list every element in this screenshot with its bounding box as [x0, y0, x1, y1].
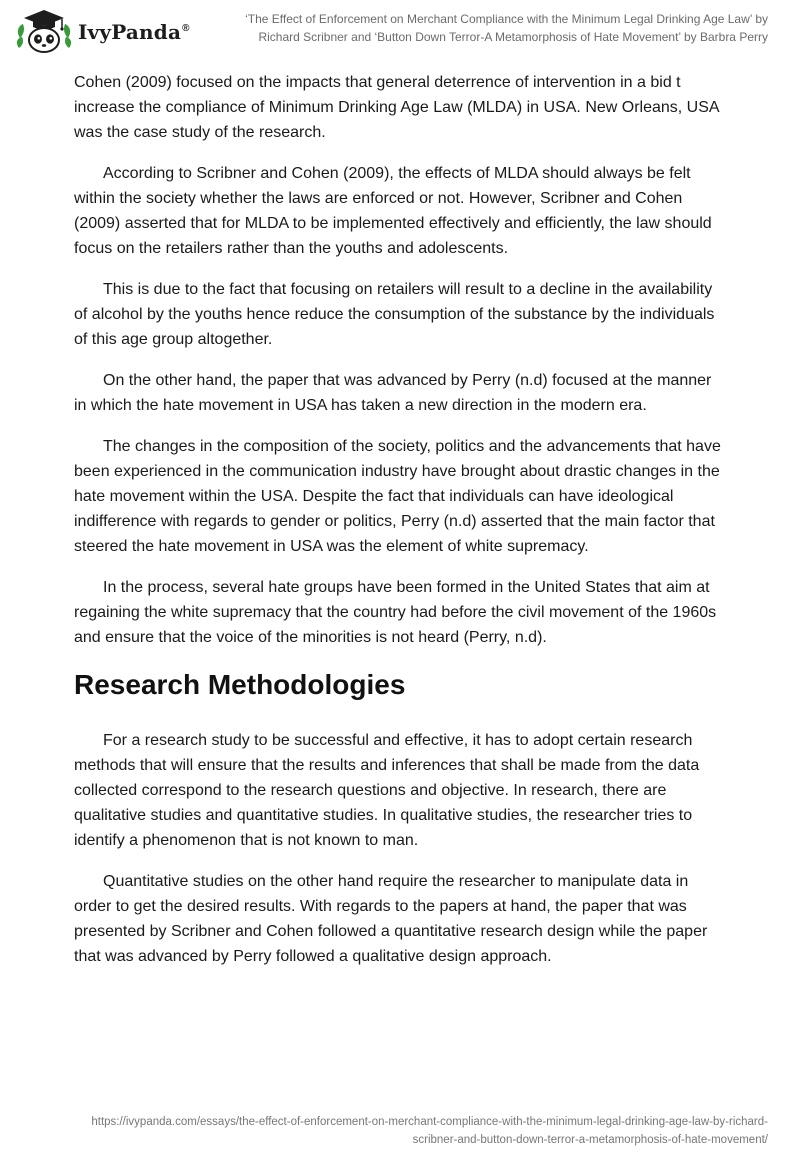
paragraph-8: Quantitative studies on the other hand require the researcher to manipulate data in order to get the desired results. With regards to the papers at hand, the paper that was presented by Scribner and Cohen followed a quantitative research design while the paper that was advanced by Perry followed a qualitative design approach.	[74, 873, 708, 965]
paragraph-6: In the process, several hate groups have been formed in the United States that aim at regaining the white supremacy that the country had before the civil movement of the 1960s and ensure that the voice of the minorities is not heard (Perry, n.d).	[74, 579, 717, 646]
essay-body	[74, 70, 724, 985]
paragraph-2: According to Scribner and Cohen (2009), the effects of MLDA should always be felt within the society whether the laws are enforced or not. However, Scribner and Cohen (2009) asserted that for MLDA to be implemented effectively and efficiently, the law should focus on the retailers rather than the youths and adolescents.	[74, 165, 712, 257]
panda-graduate-icon	[16, 8, 72, 54]
source-url-line-2: scribner-and-button-down-terror-a-metamorphosis-of-hate-movement/	[412, 1134, 768, 1146]
document-title	[208, 10, 768, 46]
brand-label: IvyPanda	[78, 20, 182, 44]
page-header	[0, 0, 800, 66]
document-title-line-2: Richard Scribner and ‘Button Down Terror-A Metamorphosis of Hate Movement’ by Barbra Perry	[258, 30, 768, 44]
paragraph-7: For a research study to be successful and effective, it has to adopt certain research methods that will ensure that the results and inferences that shall be made from the data collected correspond to the research questions and objective. In research, there are qualitative studies and quantitative studies. In qualitative studies, the researcher tries to identify a phenomenon that is not known to man.	[74, 732, 700, 849]
paragraph-4: On the other hand, the paper that was advanced by Perry (n.d) focused at the manner in which the hate movement in USA has taken a new direction in the modern era.	[74, 372, 712, 414]
source-url-line-1: https://ivypanda.com/essays/the-effect-of-enforcement-on-merchant-compliance-with-the-minimum-legal-drinking-age-law-by-richard-	[91, 1116, 768, 1128]
section-heading-research-methodologies: Research Methodologies	[74, 669, 406, 700]
paragraph-5: The changes in the composition of the society, politics and the advancements that have been experienced in the communication industry have brought about drastic changes in the hate movement within the USA. Despite the fact that individuals can have ideological indifference with regards to gender or politics, Perry (n.d) asserted that the main factor that steered the hate movement in USA was the element of white supremacy.	[74, 438, 721, 555]
document-title-line-1: ‘The Effect of Enforcement on Merchant Compliance with the Minimum Legal Drinking Age Law’ by	[245, 12, 768, 26]
source-url[interactable]	[28, 1113, 768, 1149]
paragraph-3: This is due to the fact that focusing on retailers will result to a decline in the availability of alcohol by the youths hence reduce the consumption of the substance by the individuals of this age group altogether.	[74, 281, 715, 348]
ivypanda-logo[interactable]	[16, 8, 190, 54]
registered-mark: ®	[182, 23, 190, 35]
paragraph-1: Cohen (2009) focused on the impacts that general deterrence of intervention in a bid t increase the compliance of Minimum Drinking Age Law (MLDA) in USA. New Orleans, USA was the case study of the research.	[74, 74, 719, 141]
brand-name	[78, 20, 190, 44]
